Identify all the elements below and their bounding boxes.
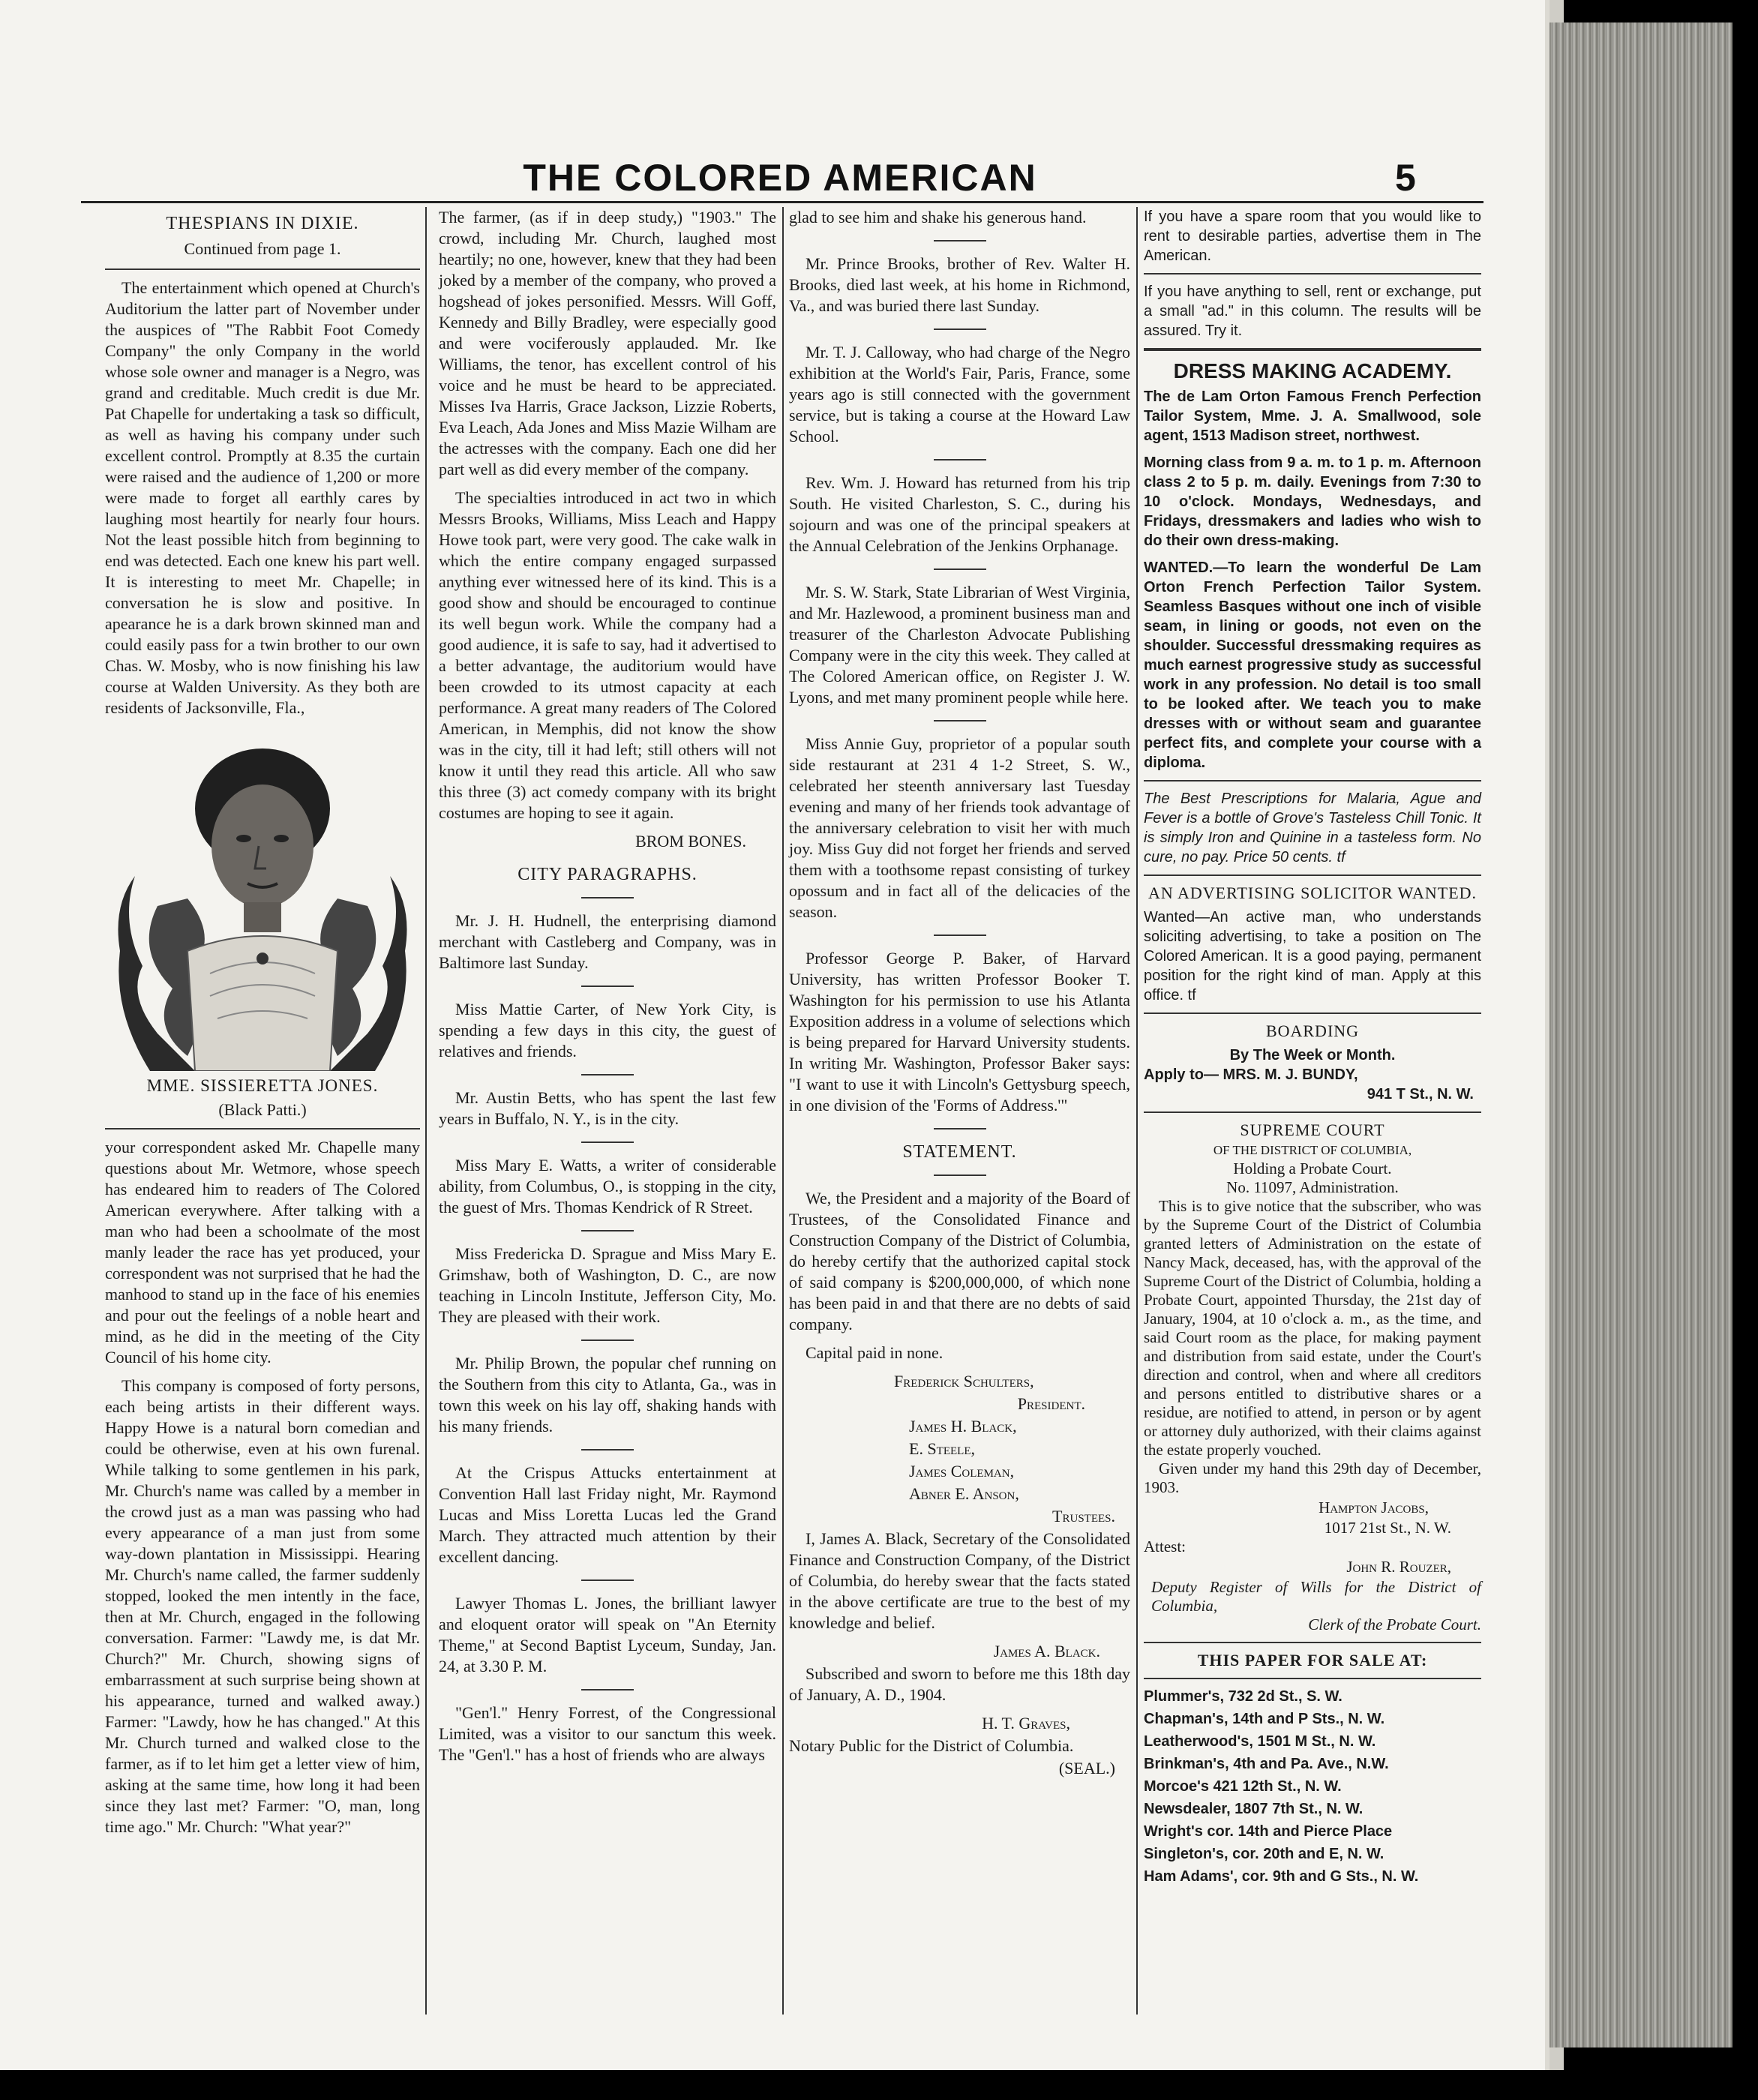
masthead-title: THE COLORED AMERICAN — [523, 157, 1037, 199]
seller-item: Morcoe's 421 12th St., N. W. — [1144, 1778, 1342, 1795]
divider — [1144, 273, 1481, 274]
trustee-name: James H. Black, — [909, 1417, 1017, 1436]
divider — [934, 1128, 986, 1130]
news-item: glad to see him and shake his generous hand. — [789, 208, 1087, 226]
classified-ad: If you have a spare room that you would like to rent to desirable parties, advertise them in The American. — [1144, 208, 1481, 264]
oath-text: I, James A. Black, Secretary of the Consolidated Finance and Construction Company, of the District of Columbia, do hereby swear that the facts stated in the above certificate are true to the best of my knowledge and belief. — [789, 1529, 1130, 1632]
news-item: Mr. Austin Betts, who has spent the last few years in Buffalo, N. Y., is in the city. — [439, 1088, 776, 1128]
column-4 — [1144, 207, 1481, 1889]
seal-mark: (SEAL.) — [1058, 1759, 1115, 1778]
article-paragraph: This company is composed of forty persons, each being artists in their different ways. Happy Howe is a natural born comedian and could be otherwise, even at his own furenal. While talking to some gentlemen in his park, Mr. Church's name was called by a member in the crowd just as a man was passing who had every appearance of a man just from some way-down plantation in Mississippi. Hearing Mr. Church's name called, the farmer suddenly stopped, looked the men intently in the face, then at Mr. Church, engaged in the following conversation. Farmer: "Lawdy me, is dat Mr. Church?" Mr. Church, showing signs of embarrassment at such surprise being shown at his appearance, turned and walked away.) Farmer: "Lawdy, how he has changed." At this Mr. Church turned and walked close to the farmer, as if to let him get a letter view of him, asking at the same time, how long it had been since they last met? Farmer: "O, man, long time ago." Mr. Church: "What year?" — [105, 1376, 420, 1836]
seller-item: Brinkman's, 4th and Pa. Ave., N.W. — [1144, 1756, 1389, 1772]
sworn-text: Subscribed and sworn to before me this 18th day of January, A. D., 1904. — [789, 1664, 1130, 1704]
academy-text: WANTED.—To learn the wonderful De Lam Orton French Perfection Tailor System. Seamless Basques without one inch of visible seam, in lining or goods, not even on the shoulder. Successful dressmaking requires as much earnest progressive study as successful work in any profession. No detail is too small to be looked after. We teach you to make dresses with or without seam and guarantee perfect fits, and complete your course with a diploma. — [1144, 560, 1481, 771]
column-rule — [1136, 207, 1138, 2014]
attest-title: Clerk of the Probate Court. — [1308, 1616, 1481, 1634]
divider — [581, 897, 634, 898]
boarding-line: By The Week or Month. — [1229, 1047, 1396, 1064]
article-paragraph: your correspondent asked Mr. Chapelle many questions about Mr. Wetmore, whose speech has endeared him to readers of The Colored American everywhere. After talking with a man who had been a schoolmate of the most manly leader the race has yet produced, your correspondent was not surprised that he had the manhood to stand up in the face of his enemies and pour out the feelings of a noble heart and mind, as he did in the meeting of the City Council of his home city. — [105, 1138, 420, 1366]
article-paragraph: The farmer, (as if in deep study,) "1903." The crowd, including Mr. Church, laughed most heartily; no one, however, knew that they had been joked by a member of the company, who proved a hogshead of jokes personified. Messrs. Will Goff, Kennedy and Billy Bradley, were especially good and were vociferously applauded. Mr. Ike Williams, the tenor, has excellent control of his voice and he must be heard to be appreciated. Misses Iva Harris, Grace Jackson, Lizzie Roberts, Eva Leach, Ada Jones and Miss Mazie Wilham are the actresses with the company. Each one did her part well as did every member of the company. — [439, 208, 776, 478]
article-signature: BROM BONES. — [635, 832, 746, 850]
news-item: Miss Mary E. Watts, a writer of considerable ability, from Columbus, O., is stopping in the city, the guest of Mrs. Thomas Kendrick of R Street. — [439, 1156, 776, 1216]
solicitor-text: Wanted—An active man, who understands soliciting advertising, to take a position on The Colored American. It is a good paying, permanent position for the right kind of man. Apply at this office. tf — [1144, 909, 1481, 1004]
boarding-line: Apply to— MRS. M. J. BUNDY, — [1144, 1066, 1358, 1083]
article-paragraph: The specialties introduced in act two in which Messrs Brooks, Williams, Miss Leach and Happy Howe took part, were very good. The cake walk in which the entire company engaged surpassed anything ever witnessed here of its kind. This is a good show and should be encouraged to continue its well begun work. While the company had a good audience, it is safe to say, had it advertised to a better advantage, the auditorium would have been crowded to its utmost capacity at each performance. A great many readers of The Colored American, in Memphis, did not know the show was in the city, till it had left; still others will not know it until they read this article. All who saw this three (3) act comedy company with its bright costumes are hoping to see it again. — [439, 488, 776, 822]
news-item: Miss Fredericka D. Sprague and Miss Mary E. Grimshaw, both of Washington, D. C., are now teaching in Lincoln Institute, Jefferson City, Mo. They are pleased with their work. — [439, 1244, 776, 1326]
page-number: 5 — [1395, 157, 1416, 199]
divider — [1144, 1112, 1481, 1113]
divider — [105, 1128, 420, 1130]
trustees-title: Trustees. — [1052, 1507, 1115, 1526]
news-item: Professor George P. Baker, of Harvard University, has written Professor Booker T. Washington for his permission to use his Atlanta Exposition address in a volume of selections which is being prepared for Harvard University students. In writing Mr. Washington, Professor Baker says: "I want to use it with Lincoln's Gettysburg speech, in one division of the 'Forms of Address.'" — [789, 949, 1130, 1114]
divider — [934, 459, 986, 460]
article-heading: THESPIANS IN DIXIE. — [166, 214, 359, 233]
court-text: This is to give notice that the subscriber, who was by the Supreme Court of the District of Columbia granted letters of Administration on the estate of Nancy Mack, deceased, has, with the approval of the Supreme Court of the District of Columbia, holding a Probate Court, appointed Thursday, the 21st day of January, 1904, at 10 o'clock a. m., as the time, and said Court room as the place, for making payment and distribution from said estate, under the Court's direction and control, when and where all creditors and persons entitled to distributive shares or a residue, are notified to attend, in person or by agent or attorney duly authorized, with their claims against the estate properly vouched. — [1144, 1197, 1481, 1459]
signatory-name: Frederick Schulters, — [894, 1372, 1034, 1390]
news-item: Miss Mattie Carter, of New York City, is spending a few days in this city, the guest of relatives and friends. — [439, 1000, 776, 1060]
court-given: Given under my hand this 29th day of December, 1903. — [1144, 1460, 1481, 1496]
column-rule — [425, 207, 427, 2014]
court-notice — [1144, 1120, 1481, 1634]
news-item: "Gen'l." Henry Forrest, of the Congressional Limited, was a visitor to our sanctum this week. The "Gen'l." has a host of friends who are always — [439, 1703, 776, 1764]
seller-item: Leatherwood's, 1501 M St., N. W. — [1144, 1733, 1376, 1750]
seller-item: Singleton's, cor. 20th and E, N. W. — [1144, 1846, 1384, 1862]
divider — [1144, 1678, 1481, 1679]
column-rule — [782, 207, 784, 2014]
solicitor-heading: AN ADVERTISING SOLICITOR WANTED. — [1148, 884, 1478, 902]
court-sub: No. 11097, Administration. — [1226, 1178, 1399, 1196]
divider — [581, 986, 634, 987]
seller-item: Newsdealer, 1807 7th St., N. W. — [1144, 1801, 1364, 1817]
divider — [1144, 780, 1481, 782]
divider — [1144, 1012, 1481, 1014]
seller-list — [1144, 1687, 1481, 1886]
divider — [934, 568, 986, 570]
portrait-engraving — [105, 726, 420, 1071]
divider — [934, 1174, 986, 1176]
news-item: Mr. T. J. Calloway, who had charge of the Negro exhibition at the World's Fair, Paris, France, some years ago is still connected with the government service, but is taking a course at the Howard Law School. — [789, 343, 1130, 446]
masthead-rule — [81, 201, 1484, 203]
boarding-line: 941 T St., N. W. — [1366, 1086, 1474, 1102]
article-paragraph: The entertainment which opened at Church's Auditorium the latter part of November under the auspices of "The Rabbit Foot Comedy Company" the only Company in the world whose sole owner and manager is a Negro, was grand and creditable. Much credit is due Mr. Pat Chapelle for undertaking a task so difficult, as well as having his company under such excellent control. Promptly at 8.35 the curtain were raised and the audience of 1,200 or more were made to forget all earthly cares by laughing most heartily for nearly four hours. Not the least possible hitch from beginning to end was detected. Each one knew his part well. It is interesting to meet Mr. Chapelle; in conversation he is slow and positive. In apearance he is a dark brown skinned man and could easily pass for a twin brother to our own Chas. W. Mosby, who is now finishing his law course at Walden University. As they both are residents of Jacksonville, Fla., — [105, 278, 420, 717]
statement-text: We, the President and a majority of the Board of Trustees, of the Consolidated Finance and Construction Company of the District of Columbia, do hereby certify that the authorized capital stock of said company is $200,000,000, of which none has been paid in and that there are no debts of said company. — [789, 1189, 1130, 1334]
divider — [934, 328, 986, 330]
column-3 — [789, 207, 1130, 1780]
news-item: Lawyer Thomas L. Jones, the brilliant lawyer and eloquent orator will speak on "An Eternity Theme," at Second Baptist Lyceum, Sunday, Jan. 24, at 3.30 P. M. — [439, 1594, 776, 1676]
trustee-name: Abner E. Anson, — [909, 1484, 1019, 1503]
column-2 — [439, 207, 776, 1773]
academy-heading: DRESS MAKING ACADEMY. — [1173, 359, 1452, 382]
seller-item: Ham Adams', cor. 9th and G Sts., N. W. — [1144, 1868, 1419, 1885]
malaria-ad: The Best Prescriptions for Malaria, Ague and Fever is a bottle of Grove's Tasteless Chill Tonic. It is simply Iron and Quinine in a tasteless form. No cure, no pay. Price 50 cents. tf — [1144, 790, 1481, 866]
oath-signature: James A. Black. — [993, 1642, 1100, 1660]
classified-ad: If you have anything to sell, rent or exchange, put a small "ad." in this column. The results will be assured. Try it. — [1144, 284, 1481, 339]
news-item: Rev. Wm. J. Howard has returned from his trip South. He visited Charleston, S. C., during his sojourn and was one of the principal speakers at the Annual Celebration of the Jenkins Orphanage. — [789, 473, 1130, 555]
divider — [581, 1340, 634, 1341]
attest-label: Attest: — [1144, 1538, 1186, 1556]
column-1 — [105, 207, 420, 1845]
court-signatory: Hampton Jacobs, — [1318, 1498, 1429, 1516]
seller-item: Wright's cor. 14th and Pierce Place — [1144, 1823, 1393, 1840]
news-item: Mr. J. H. Hudnell, the enterprising diamond merchant with Castleberg and Company, was in Baltimore last Sunday. — [439, 911, 776, 972]
notary-title: Notary Public for the District of Columbia. — [789, 1736, 1074, 1755]
signatory-title: President. — [1017, 1394, 1085, 1413]
news-item: At the Crispus Attucks entertainment at Convention Hall last Friday night, Mr. Raymond Lucas and Miss Loretta Lucas led the Grand March. They attracted much attention by their excellent dancing. — [439, 1463, 776, 1566]
sale-heading: THIS PAPER FOR SALE AT: — [1197, 1651, 1428, 1670]
notary-name: H. T. Graves, — [982, 1714, 1070, 1732]
court-sub: Holding a Probate Court. — [1233, 1160, 1392, 1178]
news-item: Miss Annie Guy, proprietor of a popular south side restaurant at 231 4 1-2 Street, S. W., celebrated her steenth anniversary last Tuesday evening and many of her friends took advantage of the anniversary celebration to visit her with much joy. Miss Guy did not forget her friends and served them with a toothsome repast consisting of turkey opossum and in fact all of the delicacies of the season. — [789, 734, 1130, 921]
continued-note: Continued from page 1. — [184, 239, 341, 258]
divider — [581, 1580, 634, 1581]
attest-title: Deputy Register of Wills for the District of Columbia, — [1151, 1578, 1481, 1615]
portrait-subcaption: (Black Patti.) — [218, 1100, 307, 1119]
court-sub: OF THE DISTRICT OF COLUMBIA, — [1213, 1143, 1412, 1157]
divider — [581, 1074, 634, 1076]
portrait-illustration — [105, 726, 420, 1071]
news-item: Mr. S. W. Stark, State Librarian of West Virginia, and Mr. Hazlewood, a prominent business man and treasurer of the Charleston Advocate Publishing Company were in the city this week. They called at The Colored American office, on Register J. W. Lyons, and met many prominent people while here. — [789, 583, 1130, 706]
divider — [1144, 1642, 1481, 1643]
trustee-name: James Coleman, — [909, 1462, 1015, 1480]
section-heading: CITY PARAGRAPHS. — [518, 865, 698, 884]
trustee-name: E. Steele, — [909, 1439, 975, 1458]
statement-heading: STATEMENT. — [902, 1142, 1017, 1162]
divider — [934, 240, 986, 242]
divider — [934, 720, 986, 722]
boarding-heading: BOARDING — [1265, 1022, 1360, 1040]
book-page-edges — [1545, 22, 1732, 2048]
divider — [105, 268, 420, 270]
capital-note: Capital paid in none. — [806, 1343, 944, 1362]
academy-text: Morning class from 9 a. m. to 1 p. m. Afternoon class 2 to 5 p. m. daily. Evenings from 7:30 to 10 o'clock. Mondays, Wednesdays, and Fridays, dressmakers and ladies who wish to do their own dress-making. — [1144, 454, 1481, 549]
divider — [1144, 874, 1481, 876]
portrait-caption: MME. SISSIERETTA JONES. — [146, 1076, 379, 1095]
attest-name: John R. Rouzer, — [1346, 1558, 1451, 1576]
news-item: Mr. Prince Brooks, brother of Rev. Walter H. Brooks, died last week, at his home in Richmond, Va., and was buried there last Sunday. — [789, 254, 1130, 315]
divider — [581, 1142, 634, 1143]
seller-item: Plummer's, 732 2d St., S. W. — [1144, 1688, 1342, 1705]
seller-item: Chapman's, 14th and P Sts., N. W. — [1144, 1711, 1385, 1727]
divider — [1144, 348, 1481, 351]
divider — [934, 934, 986, 936]
news-item: Mr. Philip Brown, the popular chef running on the Southern from this city to Atlanta, Ga., was in town this week on his lay off, shaking hands with his many friends. — [439, 1354, 776, 1436]
divider — [581, 1230, 634, 1232]
academy-text: The de Lam Orton Famous French Perfection Tailor System, Mme. J. A. Smallwood, sole agent, 1513 Madison street, northwest. — [1144, 388, 1481, 444]
divider — [581, 1689, 634, 1690]
court-address: 1017 21st St., N. W. — [1324, 1519, 1451, 1537]
court-heading: SUPREME COURT — [1240, 1120, 1385, 1139]
divider — [581, 1449, 634, 1450]
